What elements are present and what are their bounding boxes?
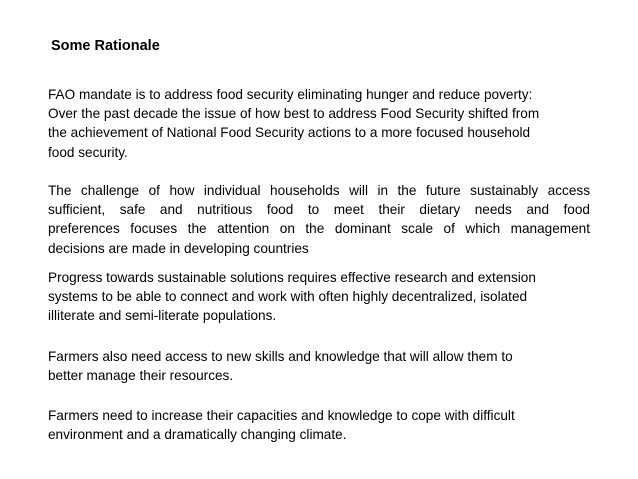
paragraph-challenge: [48, 181, 590, 258]
paragraph-line: Farmers need to increase their capacities and knowledge to cope with difficult: [48, 408, 515, 423]
slide-title: Some Rationale: [51, 38, 160, 54]
paragraph-line: The challenge of how individual households will in the future sustainably access: [48, 183, 590, 198]
paragraph-line: illiterate and semi-literate populations.: [48, 308, 277, 324]
paragraph-progress: [48, 268, 588, 326]
paragraph-line: decisions are made in developing countries: [48, 240, 309, 256]
paragraph-fao-mandate: [48, 85, 593, 162]
paragraph-line: food security.: [48, 144, 128, 160]
paragraph-line: Progress towards sustainable solutions requires effective research and extension: [48, 270, 536, 285]
paragraph-line: sufficient, safe and nutritious food to meet their dietary needs and food: [48, 202, 590, 218]
paragraph-line: preferences focuses the attention on the dominant scale of which management: [48, 221, 590, 237]
paragraph-line: Over the past decade the issue of how best to address Food Security shifted from: [48, 106, 540, 122]
paragraph-line: FAO mandate is to address food security eliminating hunger and reduce poverty:: [48, 87, 533, 102]
paragraph-line: better manage their resources.: [48, 368, 234, 384]
paragraph-farmers-access: [48, 347, 588, 385]
paragraph-farmers-capacities: [48, 406, 588, 444]
paragraph-line: the achievement of National Food Security actions to a more focused household: [48, 125, 531, 141]
paragraph-line: Farmers also need access to new skills and knowledge that will allow them to: [48, 349, 513, 364]
paragraph-line: environment and a dramatically changing climate.: [48, 427, 347, 443]
paragraph-line: systems to be able to connect and work with often highly decentralized, isolated: [48, 289, 528, 305]
